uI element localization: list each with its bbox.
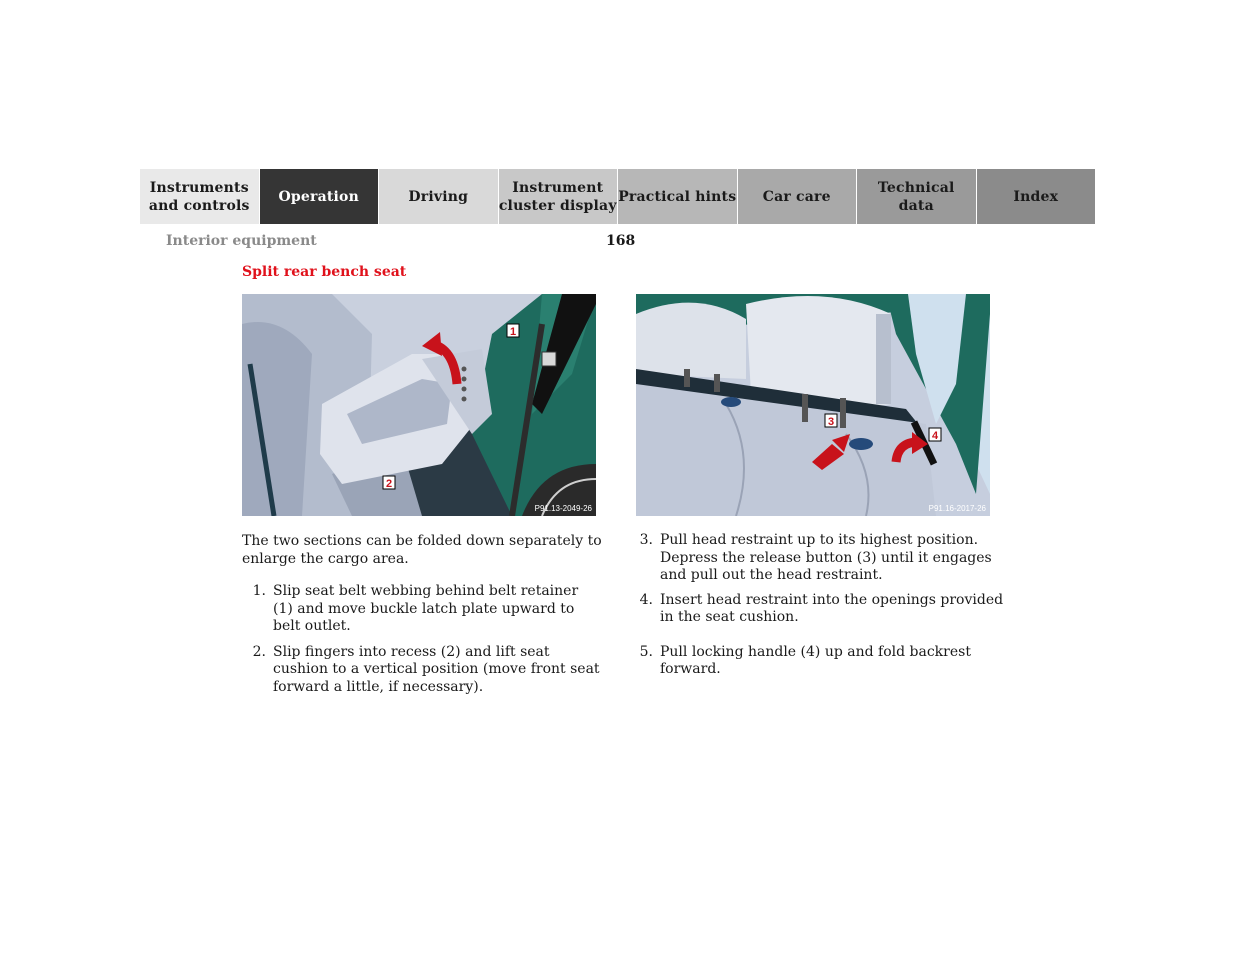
svg-text:3: 3 <box>827 416 835 428</box>
list-item <box>242 644 602 697</box>
tab-instrument-cluster-display[interactable] <box>499 169 619 224</box>
tab-car-care[interactable] <box>738 169 858 224</box>
figure-code: P91.16-2017-26 <box>928 504 986 513</box>
figure-code: P91.13-2049-26 <box>534 504 592 513</box>
callout-1 <box>507 324 519 338</box>
right-text-column <box>636 532 1006 679</box>
page-heading: Split rear bench seat <box>242 264 407 280</box>
steps-list-right <box>636 532 1006 679</box>
svg-text:2: 2 <box>385 478 393 490</box>
left-text-column <box>242 533 602 696</box>
tab-operation[interactable] <box>260 169 380 224</box>
page-number: 168 <box>606 233 636 249</box>
tab-label: Technical data <box>877 179 955 214</box>
step-text: Slip fingers into recess (2) and lift seat cushion to a vertical position (move front seat forward a little, if necessary). <box>273 643 600 695</box>
svg-text:1: 1 <box>509 326 517 338</box>
list-item <box>242 583 602 636</box>
step-text: Slip seat belt webbing behind belt retainer (1) and move buckle latch plate upward to belt outlet. <box>273 583 579 634</box>
step-text: Pull head restraint up to its highest position. Depress the release button (3) until it engages and pull out the head restraint. <box>660 532 992 583</box>
callout-4 <box>929 428 941 442</box>
tab-driving[interactable] <box>379 169 499 224</box>
step-text: Insert head restraint into the openings provided in the seat cushion. <box>660 591 1004 625</box>
seat-cushion-illustration <box>242 294 596 516</box>
section-title: Interior equipment <box>166 233 317 249</box>
step-number: 1. <box>252 583 266 599</box>
tab-label: Practical hints <box>618 188 737 205</box>
step-text: Pull locking handle (4) up and fold backrest forward. <box>660 643 971 677</box>
tab-label: Car care <box>762 188 831 205</box>
tab-instruments-and-controls[interactable] <box>140 169 260 224</box>
chapter-nav <box>140 169 1095 224</box>
intro-paragraph: The two sections can be folded down separately to enlarge the cargo area. <box>242 533 602 567</box>
callout-2 <box>383 476 395 490</box>
tab-technical-data[interactable] <box>857 169 977 224</box>
list-item <box>636 532 1006 585</box>
list-item <box>636 592 1006 627</box>
tab-label: Operation <box>278 188 359 205</box>
step-number: 5. <box>639 643 653 660</box>
list-item <box>636 644 1006 679</box>
tab-label: Index <box>1013 188 1059 205</box>
step-number: 4. <box>639 591 653 608</box>
tab-index[interactable] <box>977 169 1096 224</box>
tab-label: Instrument cluster display <box>498 179 617 214</box>
step-number: 3. <box>639 532 653 548</box>
steps-list-left <box>242 583 602 696</box>
tab-practical-hints[interactable] <box>618 169 738 224</box>
callout-3 <box>825 414 837 428</box>
svg-text:4: 4 <box>931 430 939 442</box>
head-restraint-illustration <box>636 294 990 516</box>
tab-label: Instruments and controls <box>148 179 250 214</box>
step-number: 2. <box>252 643 266 660</box>
tab-label: Driving <box>408 188 469 205</box>
